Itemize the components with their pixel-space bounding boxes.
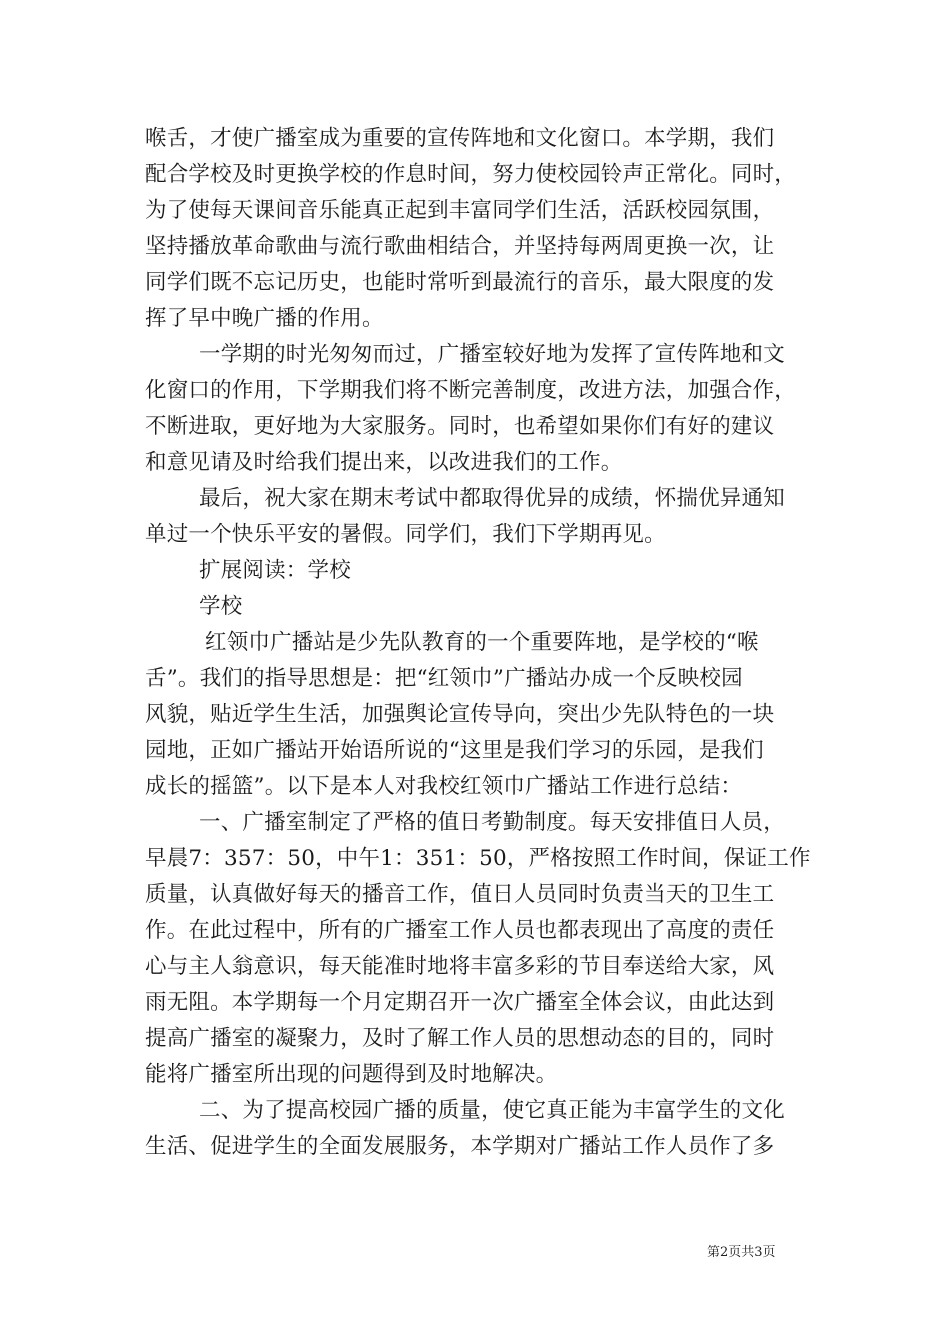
section-heading: 扩展阅读：学校 <box>199 558 351 583</box>
text-line: 成长的摇篮”。以下是本人对我校红领巾广播站工作进行总结： <box>145 774 743 799</box>
text-line: 配合学校及时更换学校的作息时间，努力使校园铃声正常化。同时， <box>145 162 797 187</box>
text-line: 单过一个快乐平安的暑假。同学们，我们下学期再见。 <box>145 522 666 547</box>
text-line: 提高广播室的凝聚力，及时了解工作人员的思想动态的目的，同时 <box>145 1026 775 1051</box>
text-line: 化窗口的作用，下学期我们将不断完善制度，改进方法，加强合作， <box>145 378 797 403</box>
text-line: 二、为了提高校园广播的质量，使它真正能为丰富学生的文化 <box>199 1098 785 1123</box>
page-number: 第2页共3页 <box>707 1245 776 1260</box>
text-line: 质量，认真做好每天的播音工作，值日人员同时负责当天的卫生工 <box>145 882 775 907</box>
text-line: 早晨7：357：50，中午1：351：50，严格按照工作时间，保证工作 <box>145 846 811 871</box>
text-line: 和意见请及时给我们提出来，以改进我们的工作。 <box>145 450 623 475</box>
text-line: 舌”。我们的指导思想是：把“红领巾”广播站办成一个反映校园 <box>145 666 743 691</box>
text-line: 坚持播放革命歌曲与流行歌曲相结合，并坚持每两周更换一次，让 <box>145 234 775 259</box>
text-line: 最后，祝大家在期末考试中都取得优异的成绩，怀揣优异通知 <box>199 486 785 511</box>
text-line: 作。在此过程中，所有的广播室工作人员也都表现出了高度的责任 <box>145 918 775 943</box>
text-line: 挥了早中晚广播的作用。 <box>145 306 384 331</box>
text-line: 一、广播室制定了严格的值日考勤制度。每天安排值日人员， <box>199 810 785 835</box>
text-line: 不断进取，更好地为大家服务。同时，也希望如果你们有好的建议 <box>145 414 775 439</box>
text-line: 能将广播室所出现的问题得到及时地解决。 <box>145 1062 558 1087</box>
text-line: 一学期的时光匆匆而过，广播室较好地为发挥了宣传阵地和文 <box>199 342 785 367</box>
text-line: 同学们既不忘记历史，也能时常听到最流行的音乐，最大限度的发 <box>145 270 775 295</box>
text-line: 喉舌，才使广播室成为重要的宣传阵地和文化窗口。本学期，我们 <box>145 126 775 151</box>
text-line: 雨无阻。本学期每一个月定期召开一次广播室全体会议，由此达到 <box>145 990 775 1015</box>
section-heading: 学校 <box>199 594 243 619</box>
text-line: 园地，正如广播站开始语所说的“这里是我们学习的乐园，是我们 <box>145 738 764 763</box>
text-line: 红领巾广播站是少先队教育的一个重要阵地，是学校的“喉 <box>205 630 759 655</box>
text-line: 心与主人翁意识，每天能准时地将丰富多彩的节目奉送给大家，风 <box>145 954 775 979</box>
text-line: 生活、促进学生的全面发展服务，本学期对广播站工作人员作了多 <box>145 1134 775 1159</box>
text-line: 为了使每天课间音乐能真正起到丰富同学们生活，活跃校园氛围， <box>145 198 775 223</box>
text-line: 风貌，贴近学生生活，加强舆论宣传导向，突出少先队特色的一块 <box>145 702 775 727</box>
